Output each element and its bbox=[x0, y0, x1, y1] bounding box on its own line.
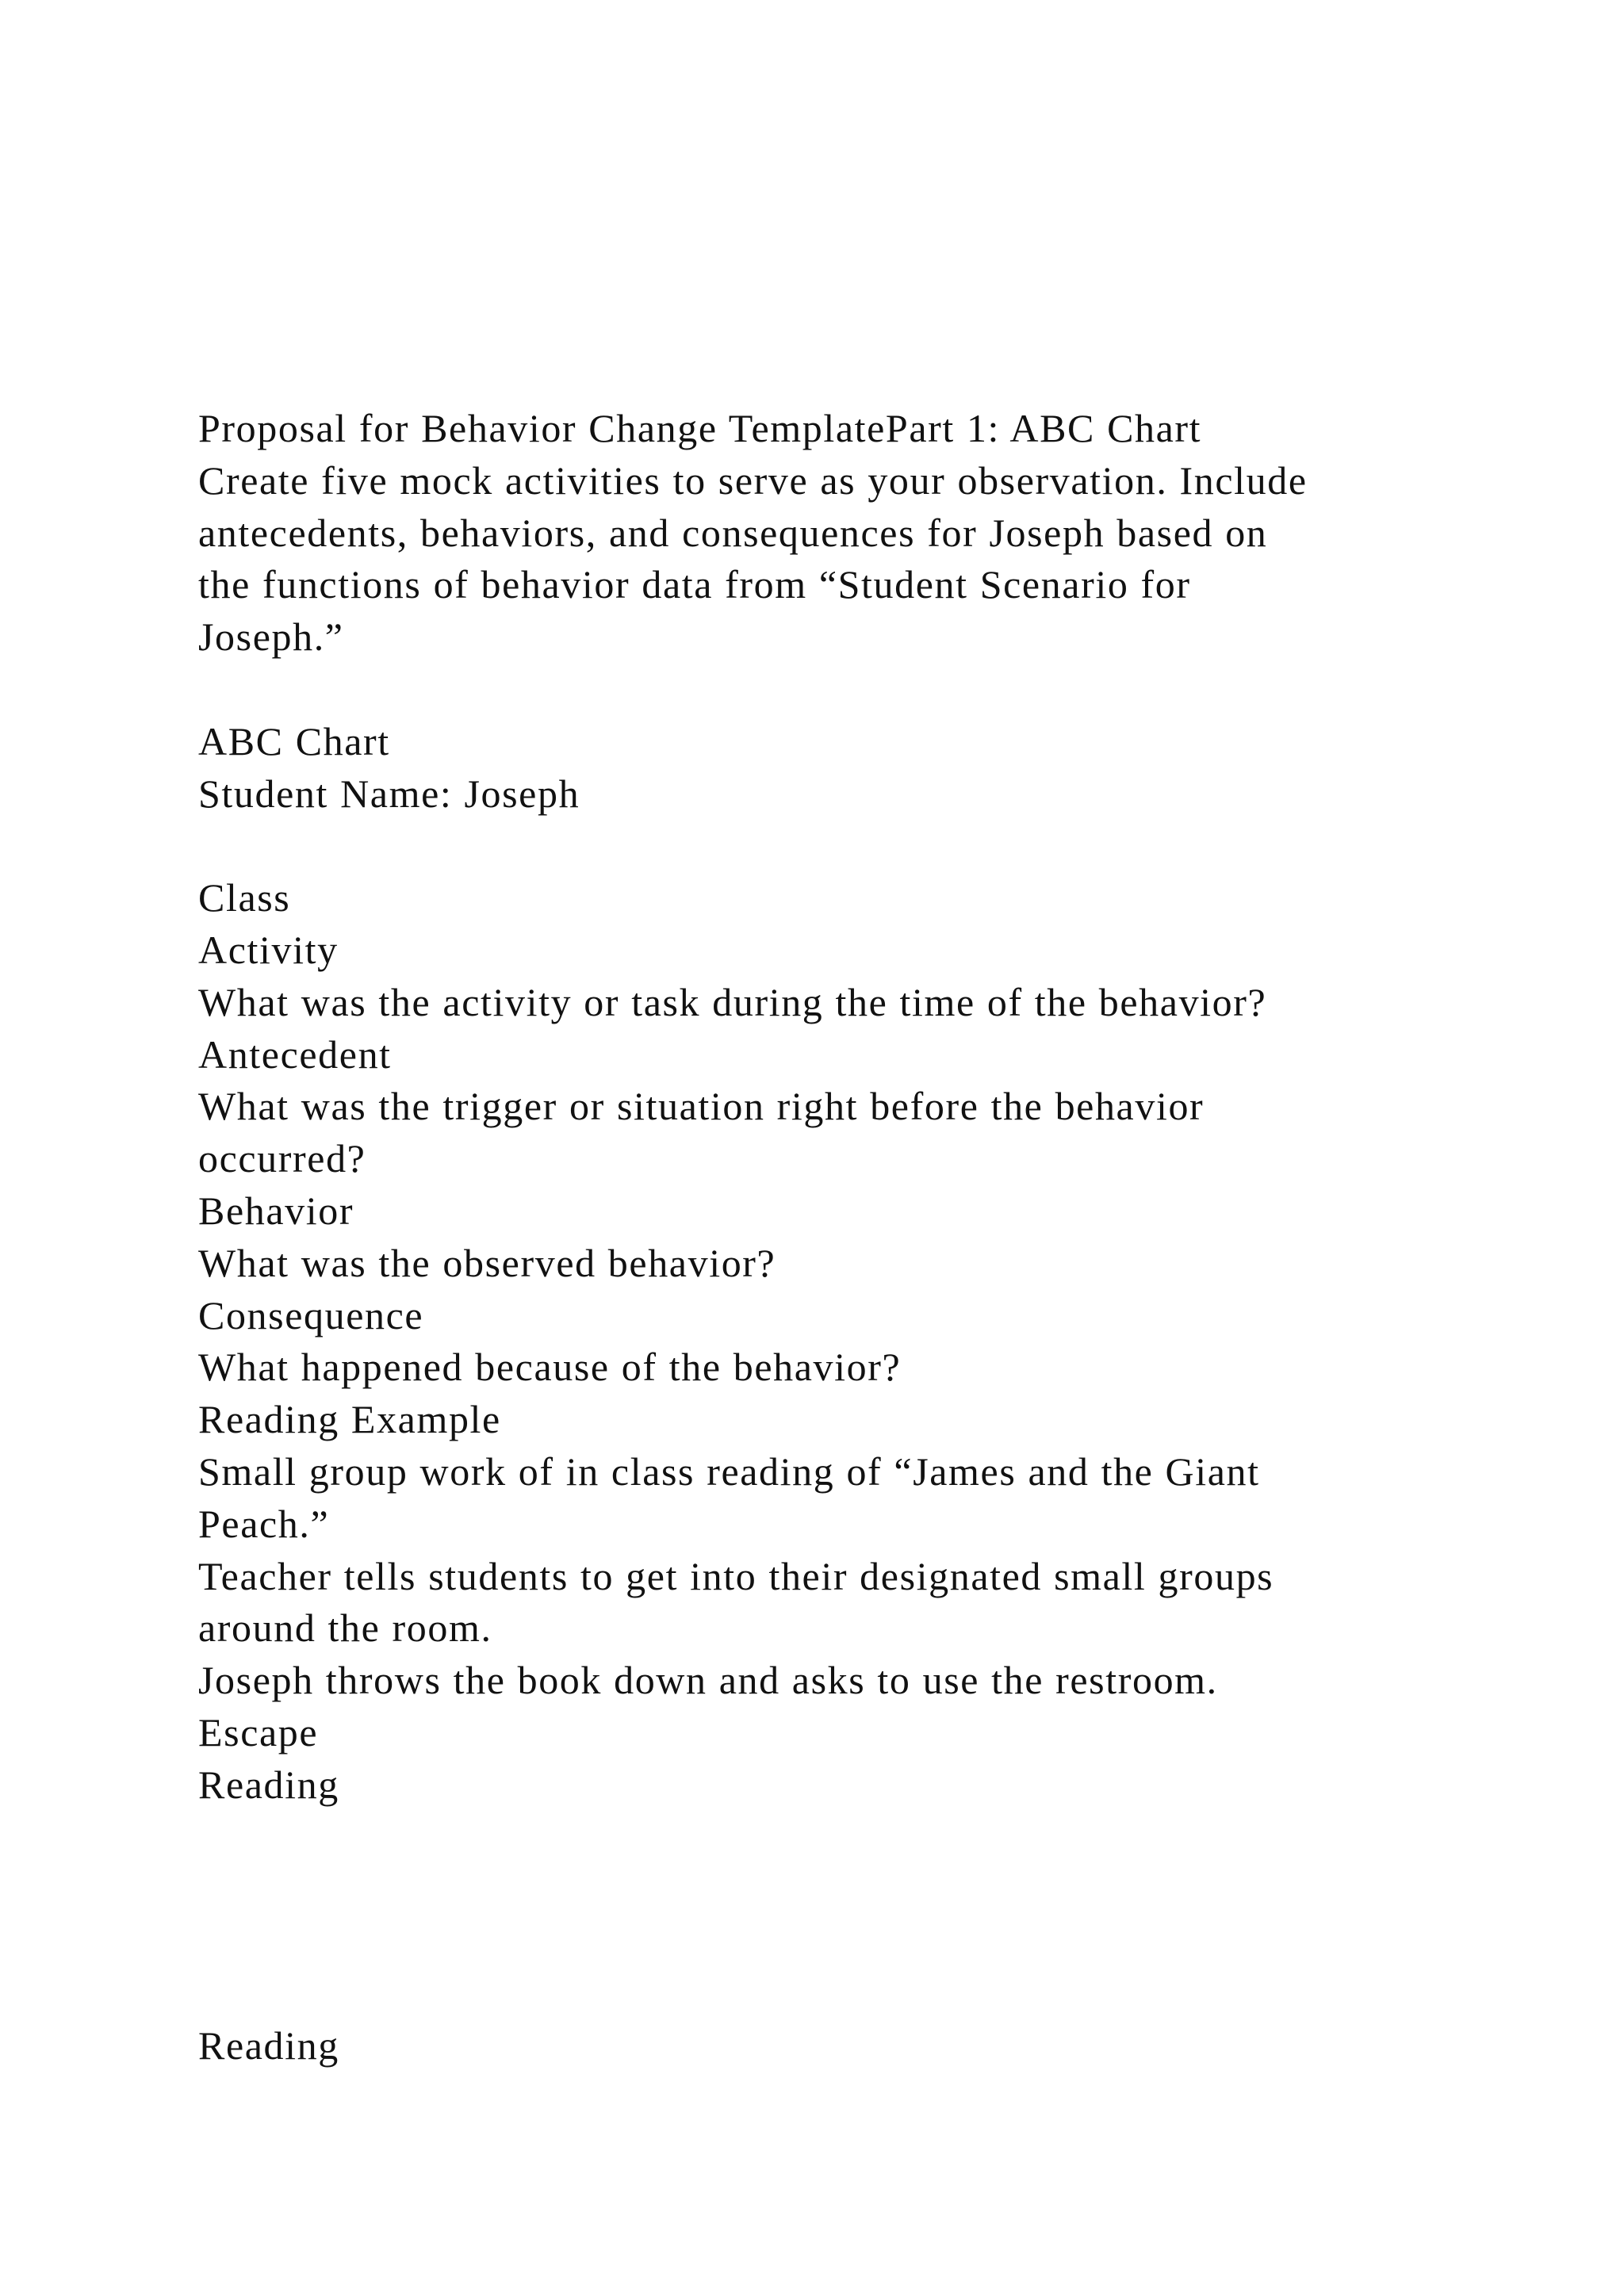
spacer bbox=[198, 1812, 1546, 2020]
intro-line: antecedents, behaviors, and consequences for Joseph based on bbox=[198, 510, 1268, 555]
header-antecedent-prompt: What was the trigger or situation right before the behavior bbox=[198, 1084, 1205, 1129]
table-row-class: Reading bbox=[198, 2022, 339, 2068]
header-class: Class bbox=[198, 875, 291, 920]
row-class: Reading Example bbox=[198, 1397, 501, 1442]
intro-line: Joseph.” bbox=[198, 614, 344, 660]
spacer bbox=[198, 820, 1546, 872]
table-header bbox=[198, 872, 1546, 1394]
intro-paragraph bbox=[198, 403, 1546, 664]
header-antecedent: Antecedent bbox=[198, 1031, 392, 1077]
header-consequence: Consequence bbox=[198, 1292, 424, 1337]
header-activity: Activity bbox=[198, 927, 339, 972]
header-behavior-prompt: What was the observed behavior? bbox=[198, 1240, 776, 1285]
spacer bbox=[198, 664, 1546, 716]
row-function: Escape bbox=[198, 1709, 319, 1755]
row-class-next: Reading bbox=[198, 1762, 339, 1807]
chart-title: ABC Chart bbox=[198, 718, 390, 763]
table-row-example bbox=[198, 1394, 1546, 1811]
row-activity: Peach.” bbox=[198, 1501, 330, 1546]
document-page bbox=[198, 403, 1546, 2072]
row-activity: Small group work of in class reading of “James and the Giant bbox=[198, 1448, 1260, 1494]
header-antecedent-prompt: occurred? bbox=[198, 1136, 366, 1181]
student-name: Student Name: Joseph bbox=[198, 771, 580, 816]
row-behavior: Joseph throws the book down and asks to use the restroom. bbox=[198, 1658, 1218, 1703]
intro-line: Proposal for Behavior Change TemplatePart 1: ABC Chart bbox=[198, 406, 1202, 450]
header-behavior: Behavior bbox=[198, 1188, 354, 1233]
intro-line: the functions of behavior data from “Student Scenario for bbox=[198, 562, 1191, 607]
header-consequence-prompt: What happened because of the behavior? bbox=[198, 1345, 902, 1390]
intro-line: Create five mock activities to serve as your observation. Include bbox=[198, 457, 1308, 503]
row-antecedent: Teacher tells students to get into their designated small groups bbox=[198, 1553, 1274, 1598]
header-activity-prompt: What was the activity or task during the time of the behavior? bbox=[198, 979, 1267, 1024]
row-antecedent: around the room. bbox=[198, 1605, 492, 1651]
